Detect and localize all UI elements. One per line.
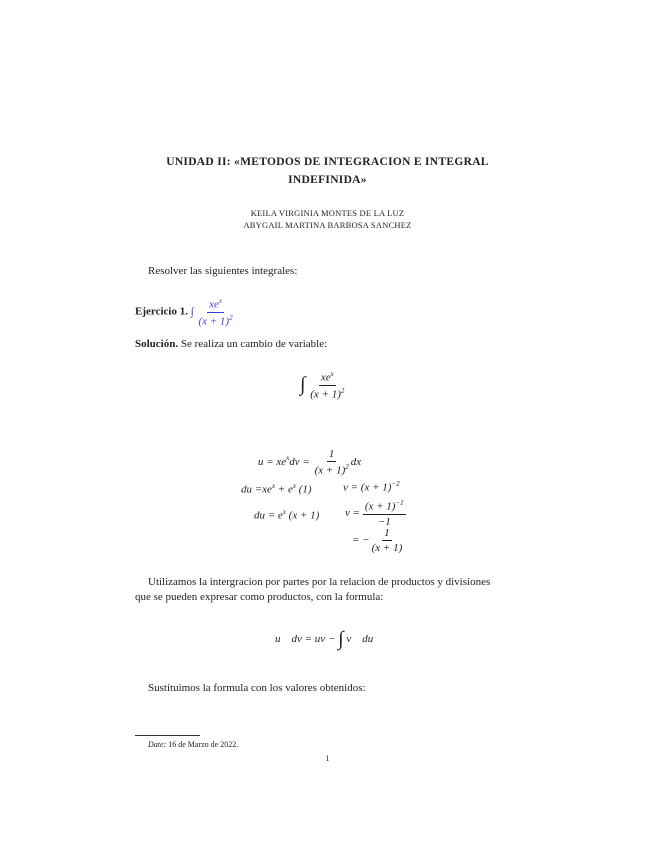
author-2: ABYGAIL MARTINA BARBOSA SANCHEZ	[243, 220, 412, 230]
exercise-label: Ejercicio 1.	[135, 305, 188, 318]
eq-row-4: = − $\frac{1}{(x + 1)}$	[352, 527, 403, 554]
title-line-1: UNIDAD II: «METODOS DE INTEGRACION E INTEGRAL	[166, 156, 489, 168]
solution-label: Solución.	[135, 338, 179, 350]
solution-text: Se realiza un cambio de variable:	[180, 338, 328, 350]
page-number: 1	[325, 754, 330, 763]
parts-formula: u dv = uv − ∫ v du	[275, 628, 374, 650]
centered-integral: ∫ $\frac{xe^x}{(x + 1)^2}$	[300, 370, 345, 401]
eq-row-3-right: v = $\frac{(x + 1)^{-1}}{-1}$	[345, 499, 404, 528]
substitute-text: Sustituimos la formula con los valores obtenidos:	[148, 682, 366, 694]
footnote-rule	[135, 735, 200, 736]
footnote: Date: 16 de Marzo de 2022.	[148, 740, 239, 749]
author-1: KEILA VIRGINIA MONTES DE LA LUZ	[250, 208, 405, 218]
eq-row-1: $u = xe^xdv$ = $\frac{1}{(x + 1)^2}$ dx	[258, 448, 362, 477]
eq-row-2-left: du $=xe^x + e^x$ (1)	[241, 482, 312, 496]
paragraph-line-1: Utilizamos la intergracion por partes por la relacion de productos y divisiones	[148, 576, 491, 588]
exercise-1	[135, 297, 235, 327]
title-line-2: INDEFINIDA»	[288, 174, 367, 186]
intro-text: Resolver las siguientes integrales:	[148, 265, 298, 277]
exercise-integral: ∫ $\frac{xe^x}{(x + 1)^2}$	[190, 297, 233, 328]
solution	[135, 338, 327, 350]
paragraph-line-2: que se pueden expresar como productos, con la formula:	[135, 591, 384, 603]
eq-row-3-left: du = $e^x$ (x + 1)	[254, 508, 320, 522]
eq-row-2-right: $v = (x + 1)^{-2}$	[343, 480, 400, 494]
